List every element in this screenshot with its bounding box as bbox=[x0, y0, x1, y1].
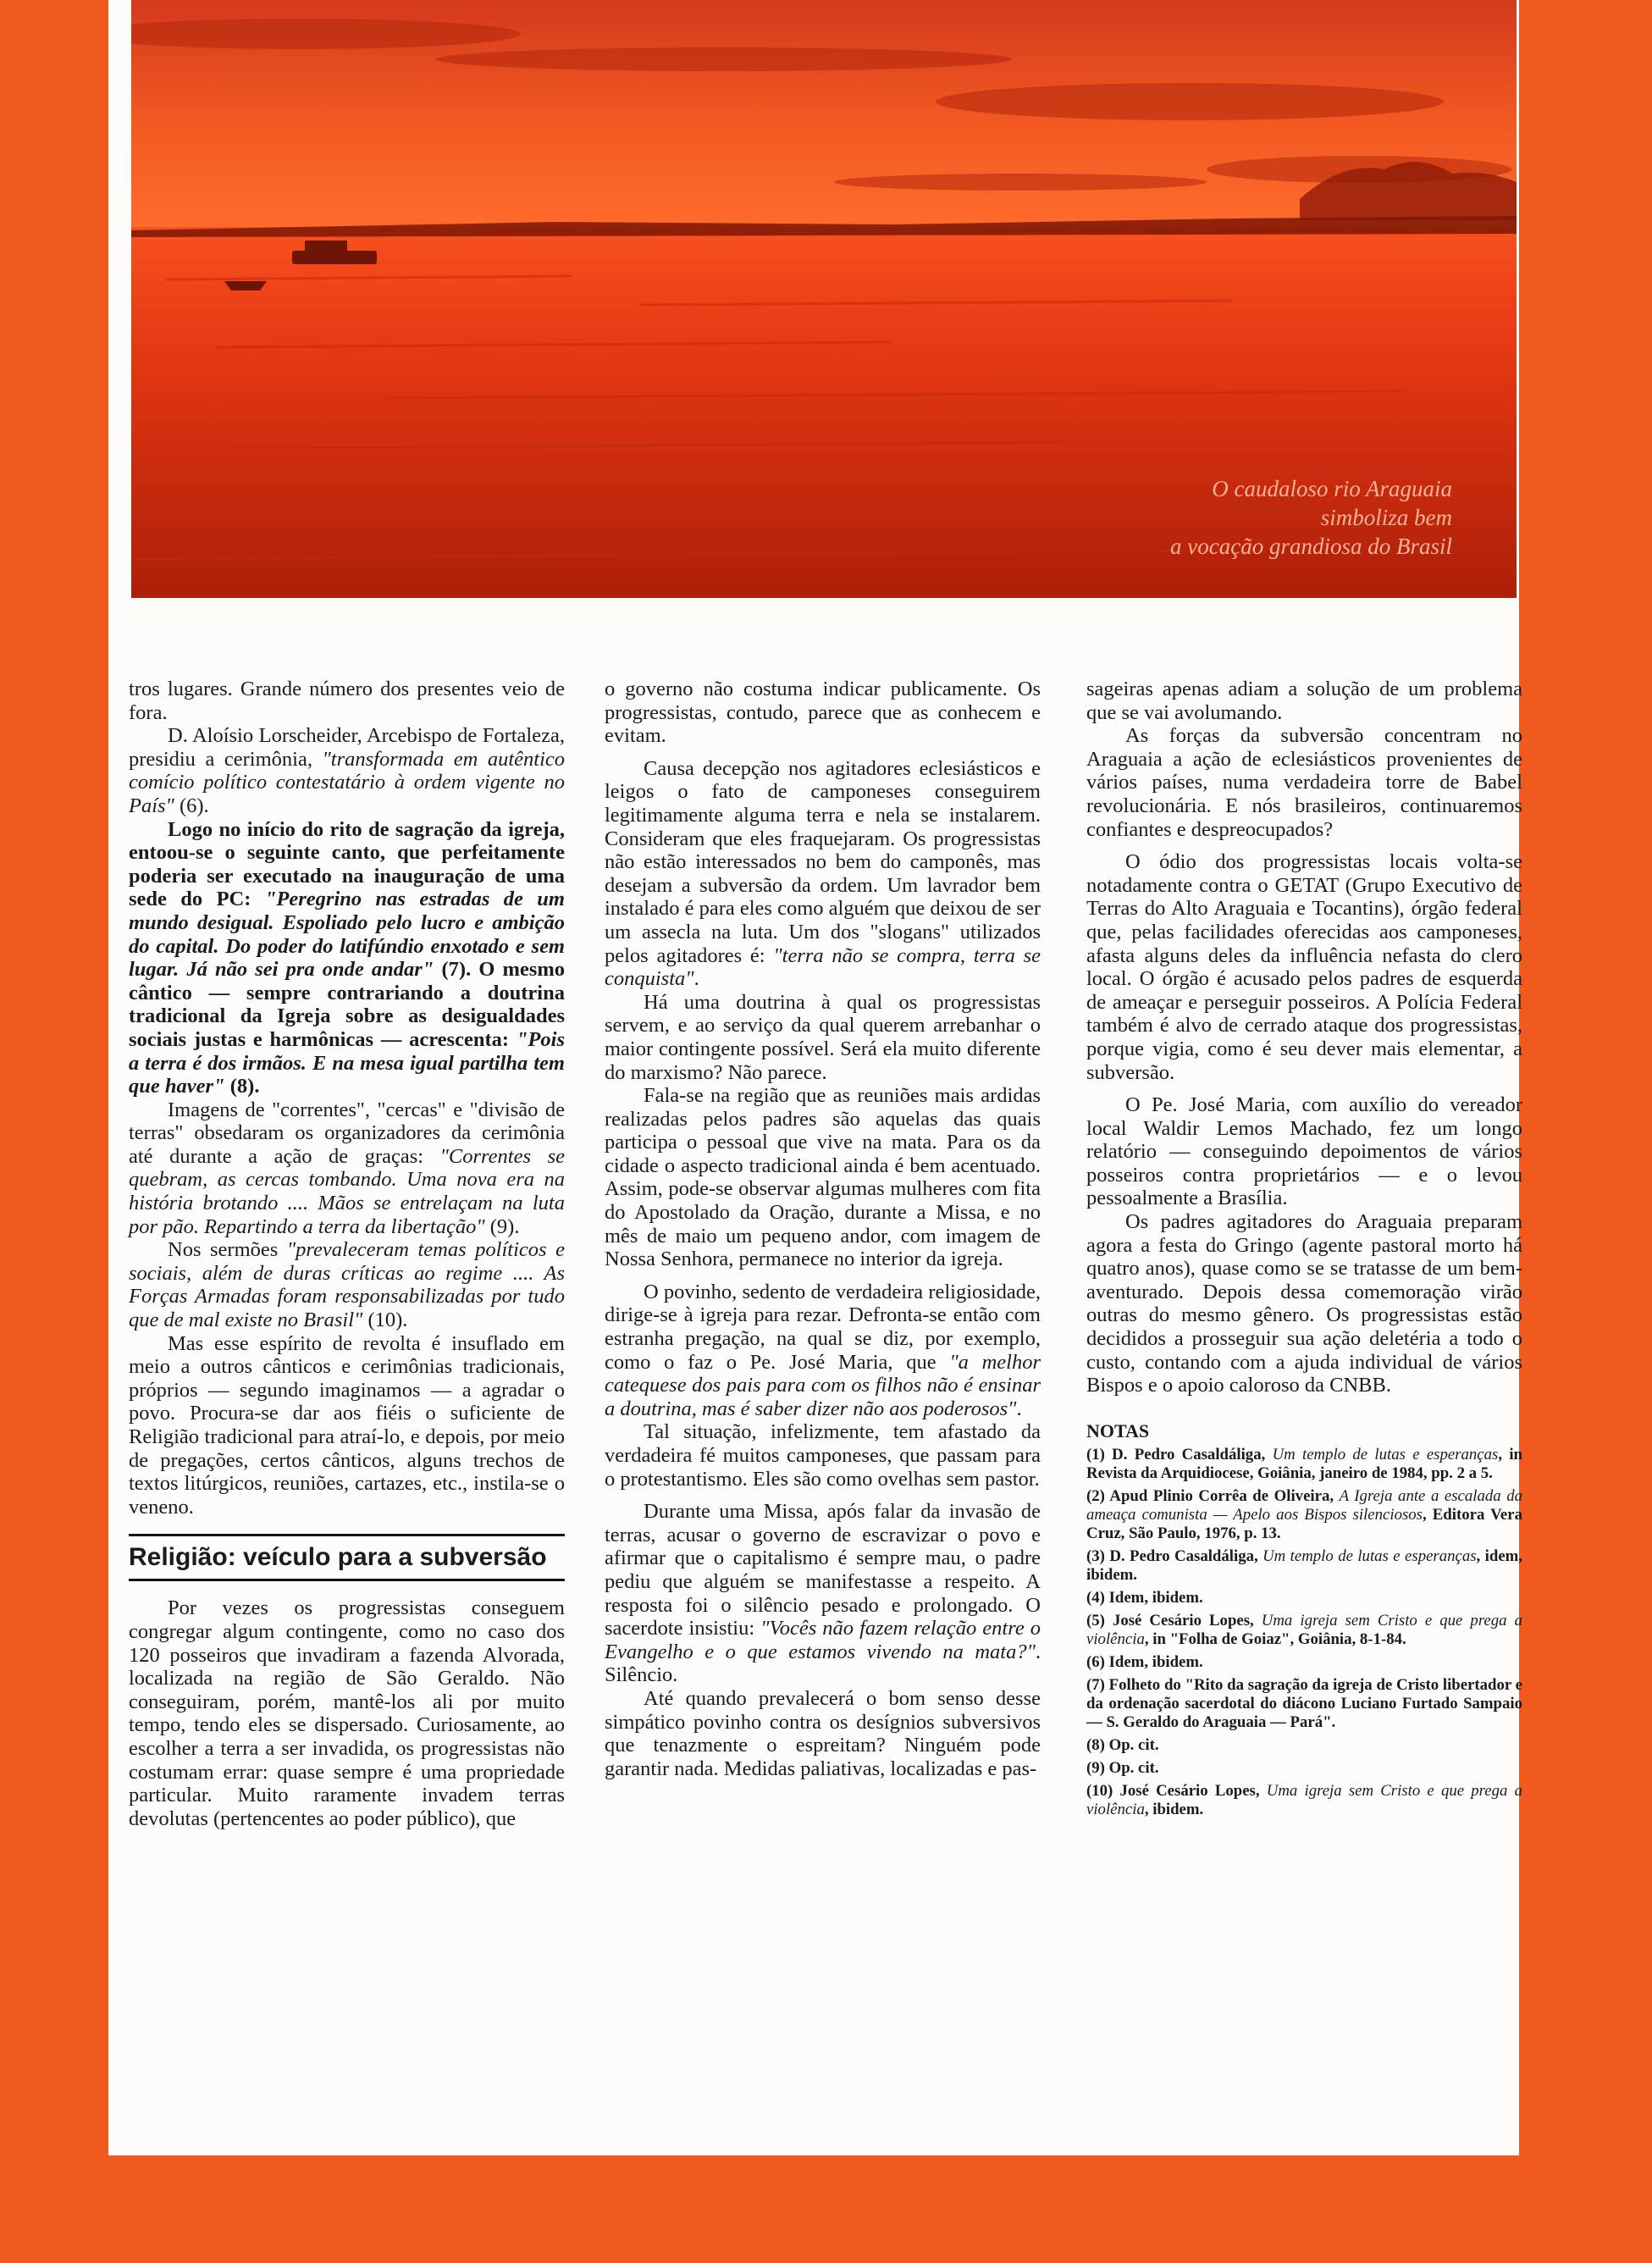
paragraph: o governo não costuma indicar publicamente. Os progressistas, contudo, parece que as conhecem e evitam. bbox=[605, 678, 1041, 748]
paragraph: Por vezes os progressistas conseguem congregar algum contingente, como no caso dos 120 posseiros que invadiram a fazenda Alvorada, localizada na região de São Geraldo. Não conseguiram, porém, mantê-los ali por muito tempo, tendo eles se dispersado. Curiosamente, ao escolher a terra a ser invadida, os progressistas não costumam errar: quase sempre é uma propriedade particular. Muito raramente invadem terras devolutas (pertencentes ao poder público), que bbox=[129, 1596, 565, 1830]
note-item: (5) José Cesário Lopes, Uma igreja sem Cristo e que prega a violência, in "Folha de Goiaz", Goiânia, 8-1-84. bbox=[1086, 1612, 1522, 1649]
photo-caption bbox=[1170, 474, 1452, 561]
paragraph: Os padres agitadores do Araguaia preparam agora a festa do Gringo (agente pastoral morto há quatro anos), quase como se se tratasse de um bem-aventurado. Depois dessa comemoração virão outras do mesmo gênero. Os progressistas estão decididos a prosseguir sua ação deletéria a todo o custo, contando com a ajuda individual de vários Bispos e o apoio caloroso da CNBB. bbox=[1086, 1210, 1522, 1397]
note-item: (8) Op. cit. bbox=[1086, 1736, 1159, 1755]
note-item: (2) Apud Plinio Corrêa de Oliveira, A Igreja ante a escalada da ameaça comunista — Apelo aos Bispos silenciosos, Editora Vera Cruz, São Paulo, 1976, p. 13. bbox=[1086, 1487, 1522, 1543]
paragraph: Mas esse espírito de revolta é insuflado em meio a outros cânticos e cerimônias tradicionais, próprios — segundo imaginamos — a agradar o povo. Procura-se dar aos fiéis o suficiente de Religião tradicional para atraí-lo, e depois, por meio de pregações, certos cânticos, alguns trechos de textos litúrgicos, reuniões, cartazes, etc., instila-se o veneno. bbox=[129, 1331, 565, 1519]
paragraph: Durante uma Missa, após falar da invasão de terras, acusar o governo de escravizar o povo e afirmar que o capitalismo é sempre mau, o padre pediu que alguém se manifestasse a respeito. A resposta foi o silêncio pesado e prolongado. O sacerdote insistiu: "Vocês não fazem relação entre o Evangelho e o que estamos vivendo na mata?". Silêncio. bbox=[605, 1500, 1041, 1687]
article-column-3 bbox=[1086, 678, 1522, 1823]
paragraph: Há uma doutrina à qual os progressistas servem, e ao serviço da qual querem arrebanhar o maior contingente possível. Será ela muito diferente do marxismo? Não parece. bbox=[605, 990, 1041, 1084]
article-column-1 bbox=[129, 678, 565, 1830]
paragraph: Imagens de "correntes", "cercas" e "divisão de terras" obsedaram os organizadores da cerimônia até durante a ação de graças: "Correntes se quebram, as cercas tombando. Uma nova era na história brotando .... Mãos se entrelaçam na luta por pão. Repartindo a terra da libertação" (9). bbox=[129, 1098, 565, 1238]
note-item: (4) Idem, ibidem. bbox=[1086, 1589, 1203, 1607]
paragraph: O Pe. José Maria, com auxílio do vereador local Waldir Lemos Machado, fez um longo relatório — conseguindo depoimentos de vários posseiros contra proprietários — e o levou pessoalmente a Brasília. bbox=[1086, 1093, 1522, 1210]
paragraph: D. Aloísio Lorscheider, Arcebispo de Fortaleza, presidiu a cerimônia, "transformada em autêntico comício político contestatário à ordem vigente no País" (6). bbox=[129, 724, 566, 817]
paragraph: Tal situação, infelizmente, tem afastado da verdadeira fé muitos camponeses, que passam para o protestantismo. Eles são como ovelhas sem pastor. bbox=[605, 1420, 1041, 1491]
caption-line: a vocação grandiosa do Brasil bbox=[1170, 534, 1452, 559]
sunset-river-photo bbox=[131, 0, 1517, 598]
note-item: (7) Folheto do "Rito da sagração da igreja de Cristo libertador e da ordenação sacerdotal do diácono Luciano Furtado Sampaio — S. Geraldo do Araguaia — Pará". bbox=[1086, 1676, 1522, 1732]
paragraph: Até quando prevalecerá o bom senso desse simpático povinho contra os desígnios subversivos que tenazmente o espreitam? Ninguém pode garantir nada. Medidas paliativas, localizadas e pas- bbox=[605, 1686, 1041, 1780]
notes-section bbox=[1086, 1419, 1522, 1820]
paragraph: As forças da subversão concentram no Araguaia a ação de eclesiásticos provenientes de vários países, numa verdadeira torre de Babel revolucionária. E nós brasileiros, continuaremos confiantes e despreocupados? bbox=[1086, 724, 1522, 841]
caption-line: O caudaloso rio Araguaia bbox=[1212, 476, 1452, 501]
caption-line: simboliza bem bbox=[1320, 505, 1452, 530]
note-item: (9) Op. cit. bbox=[1086, 1759, 1159, 1778]
paragraph: O ódio dos progressistas locais volta-se notadamente contra o GETAT (Grupo Executivo de Terras do Alto Araguaia e Tocantins), órgão federal que, pelas facilidades oferecidas aos camponeses, afasta alguns deles da influência nefasta do clero local. O órgão é acusado pelos padres de esquerda de ameaçar e perseguir posseiros. A Polícia Federal também é alvo de cerrado ataque dos progressistas, porque vigia, como é seu dever mais elementar, a subversão. bbox=[1086, 850, 1522, 1084]
paragraph: Nos sermões "prevaleceram temas políticos e sociais, além de duras críticas ao regime .... As Forças Armadas foram responsabilizadas por tudo que de mal existe no Brasil" (10). bbox=[129, 1238, 565, 1332]
paragraph: Fala-se na região que as reuniões mais ardidas realizadas pelos padres são aquelas das quais participa o pessoal que vive na mata. Para os da cidade o aspecto tradicional ainda é bem acentuado. Assim, pode-se observar algumas mulheres com fita do Apostolado da Oração, durante a Missa, e no mês de maio um pequeno andor, com imagem de Nossa Senhora, permanece no interior da igreja. bbox=[605, 1084, 1041, 1271]
paragraph: tros lugares. Grande número dos presentes veio de fora. bbox=[129, 678, 565, 724]
section-subheading: Religião: veículo para a subversão bbox=[129, 1534, 565, 1581]
note-item: (6) Idem, ibidem. bbox=[1086, 1653, 1203, 1672]
paragraph-bold: Logo no início do rito de sagração da igreja, entoou-se o seguinte canto, que perfeitamente poderia ser executado na inauguração de uma sede do PC: "Peregrino nas estradas de um mundo desigual. Espoliado pelo lucro e ambição do capital. Do poder do latifúndio enxotado e sem lugar. Já não sei pra onde andar" (7). O mesmo cântico — sempre contrariando a doutrina tradicional da Igreja sobre as desigualdades sociais justas e harmônicas — acrescenta: "Pois a terra é dos irmãos. E na mesa igual partilha tem que haver" (8). bbox=[129, 817, 565, 1098]
note-item: (3) D. Pedro Casaldáliga, Um templo de lutas e esperanças, idem, ibidem. bbox=[1086, 1547, 1523, 1585]
paragraph: sageiras apenas adiam a solução de um problema que se vai avolumando. bbox=[1086, 678, 1522, 724]
note-item: (10) José Cesário Lopes, Uma igreja sem Cristo e que prega a violência, ibidem. bbox=[1086, 1782, 1522, 1819]
article-column-2 bbox=[605, 678, 1041, 1780]
notes-title: NOTAS bbox=[1086, 1419, 1150, 1441]
note-item: (1) D. Pedro Casaldáliga, Um templo de lutas e esperanças, in Revista da Arquidiocese, Goiânia, janeiro de 1984, pp. 2 a 5. bbox=[1086, 1446, 1523, 1483]
paragraph: O povinho, sedento de verdadeira religiosidade, dirige-se à igreja para rezar. Defronta-se então com estranha pregação, na qual se diz, por exemplo, como o faz o Pe. José Maria, que "a melhor catequese dos pais para com os filhos não é ensinar a doutrina, mas é saber dizer não aos poderosos". bbox=[605, 1280, 1041, 1420]
paragraph: Causa decepção nos agitadores eclesiásticos e leigos o fato de camponeses conseguirem legitimamente alguma terra e nela se instalarem. Consideram que eles fraquejaram. Os progressistas não estão interessados no bem do camponês, mas desejam a subversão da ordem. Um lavrador bem instalado é para eles como alguém que deixou de ser um assecla na luta. Um dos "slogans" utilizados pelos agitadores é: "terra não se compra, terra se conquista". bbox=[605, 756, 1041, 991]
